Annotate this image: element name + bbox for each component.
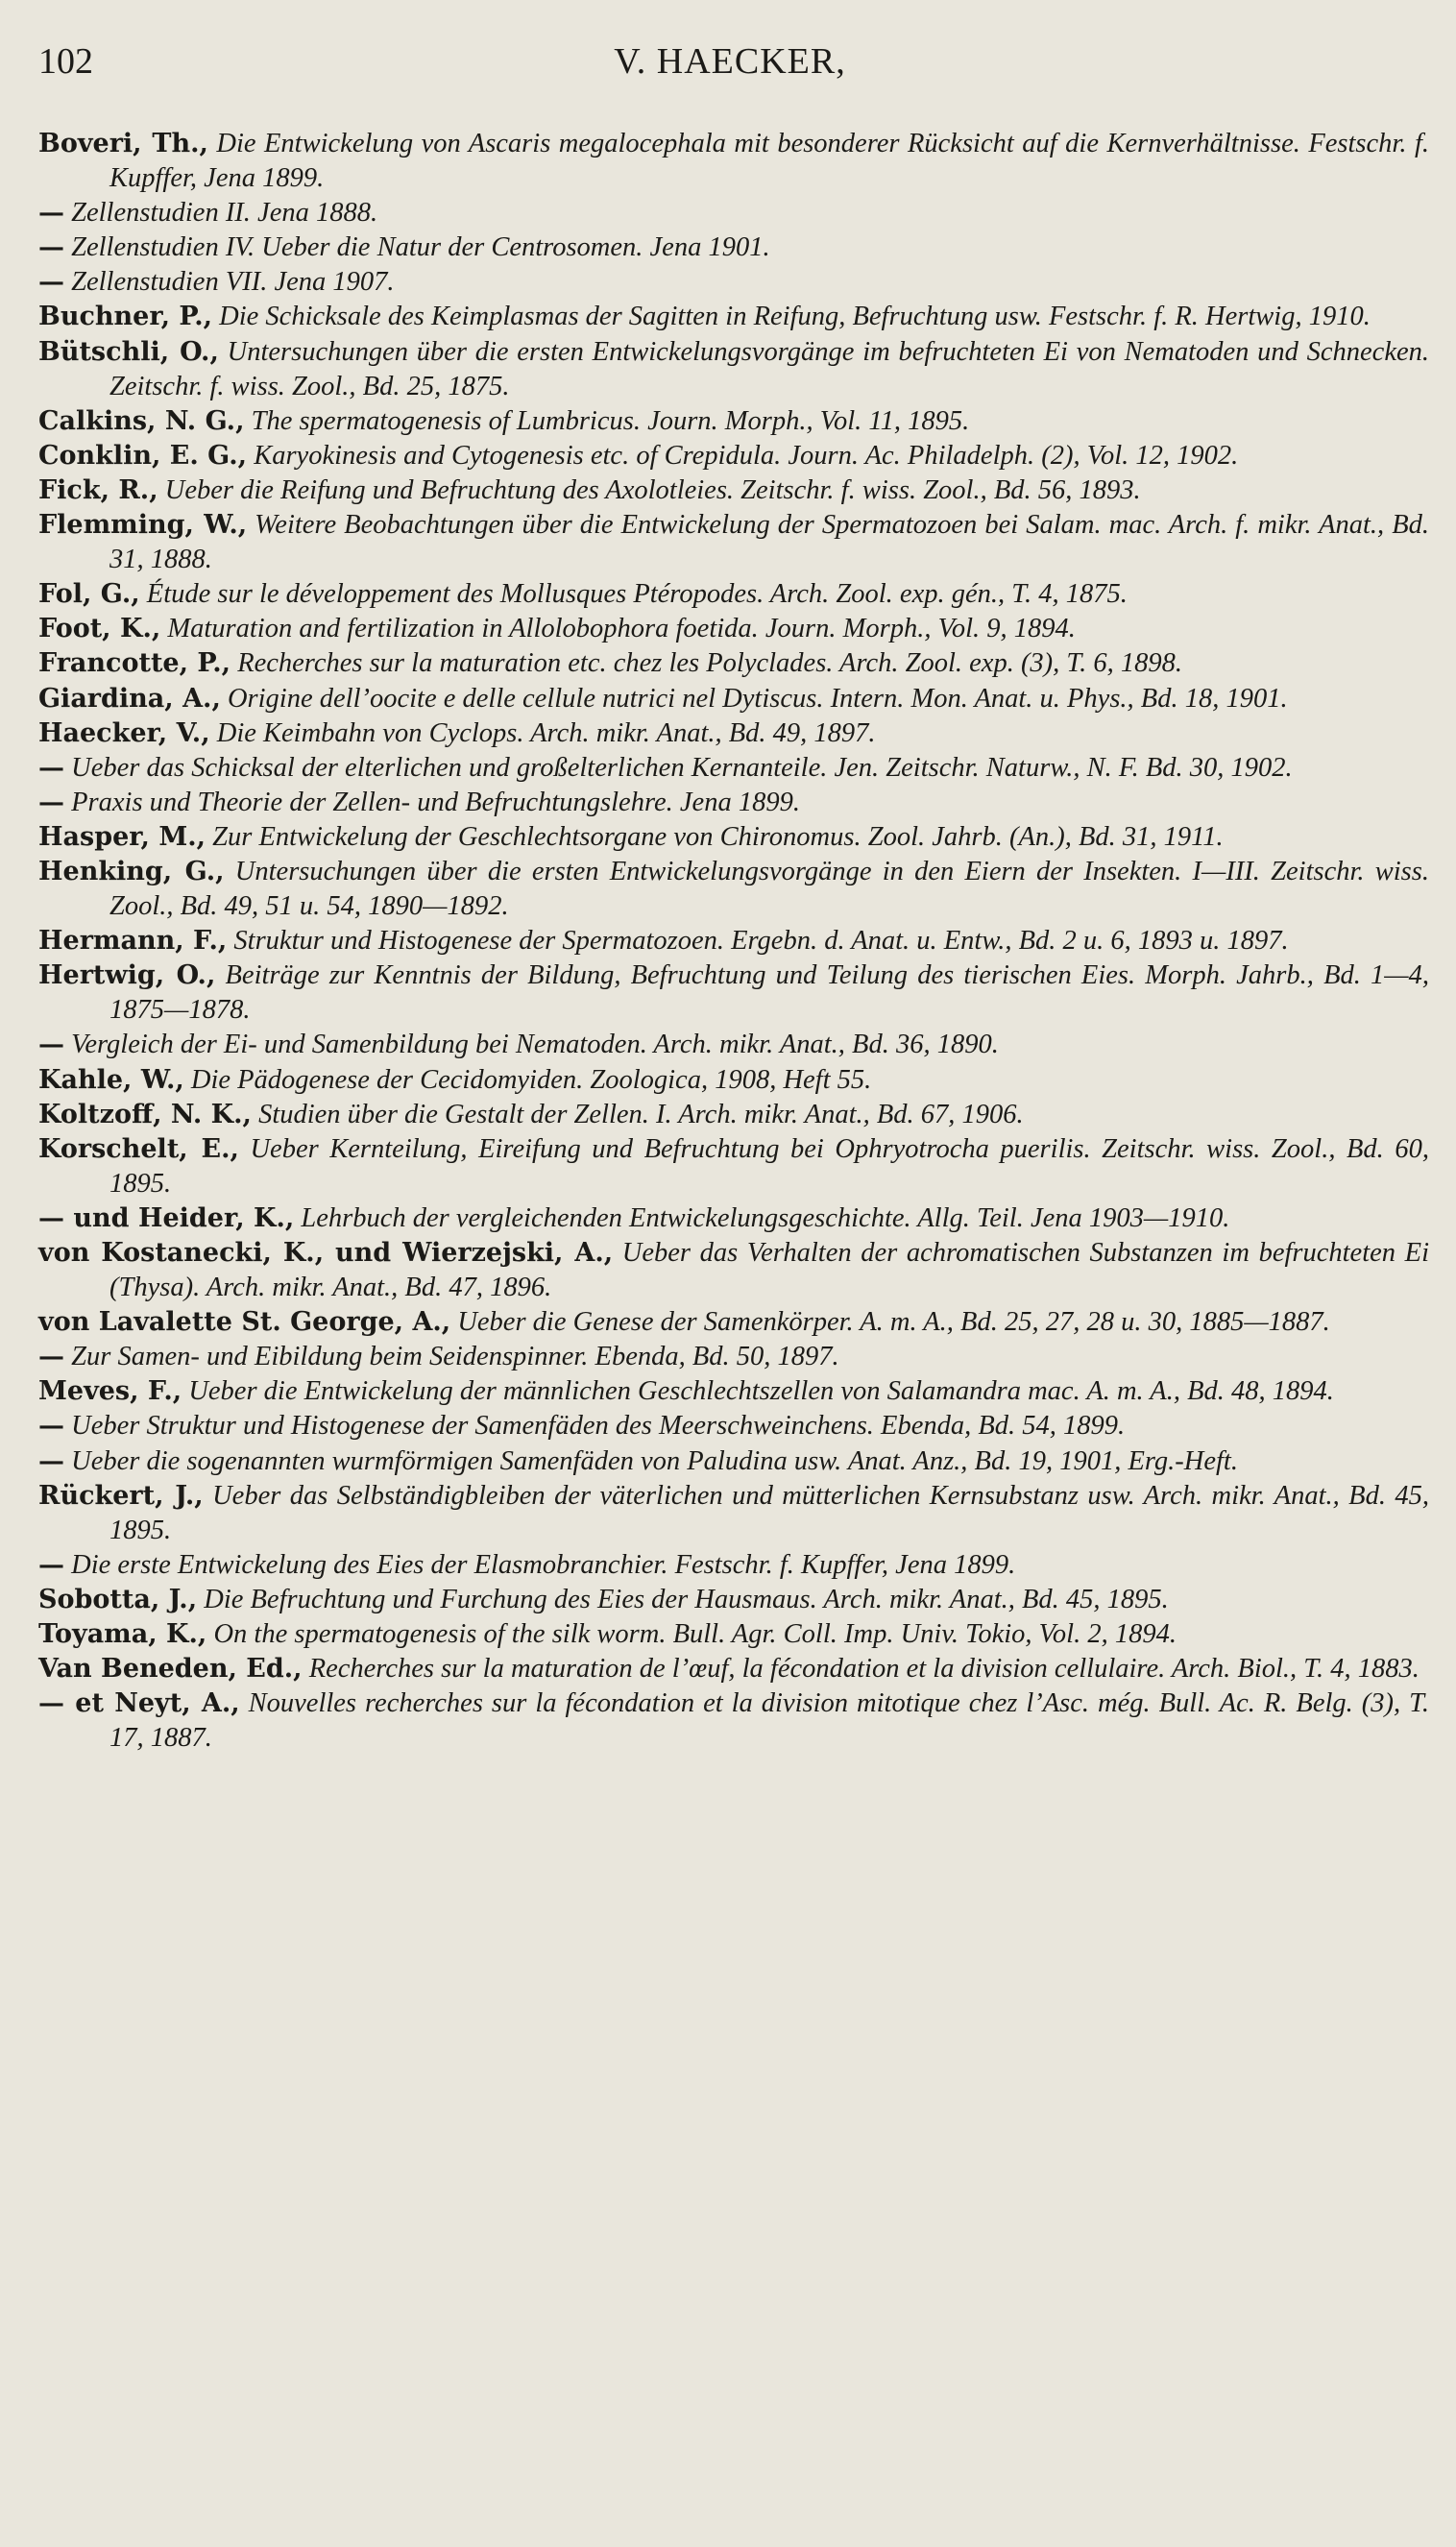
- entry-author: Boveri, Th.,: [38, 129, 208, 158]
- entry-citation: Studien über die Gestalt der Zellen. I. Arch. mikr. Anat., Bd. 67, 1906.: [251, 1099, 1024, 1129]
- entry-author: Bütschli, O.,: [38, 336, 219, 367]
- entry-citation: Die Befruchtung und Furchung des Eies der Hausmaus. Arch. mikr. Anat., Bd. 45, 1895.: [197, 1584, 1169, 1614]
- entry-citation: Die Keimbahn von Cyclops. Arch. mikr. Anat., Bd. 49, 1897.: [209, 717, 876, 748]
- entry-citation: Zur Entwickelung der Geschlechtsorgane von Chironomus. Zool. Jahrb. (An.), Bd. 31, 1911.: [206, 821, 1224, 852]
- entry-author: Foot, K.,: [38, 614, 161, 644]
- entry-citation: Origine dell’oocite e delle cellule nutrici nel Dytiscus. Intern. Mon. Anat. u. Phys., Bd. 18, 1901.: [220, 683, 1288, 714]
- entry-citation: Ueber Kernteilung, Eireifung und Befruchtung bei Ophryotrocha puerilis. Zeitschr. wiss. Zool., Bd. 60, 1895.: [109, 1133, 1429, 1199]
- bibliography-list: [38, 127, 1429, 1756]
- bibliography-entry: [38, 1686, 1429, 1756]
- entry-author: Kahle, W.,: [38, 1064, 184, 1095]
- bibliography-entry: [38, 682, 1429, 716]
- entry-author: Korschelt, E.,: [38, 1133, 239, 1164]
- entry-author: —: [38, 232, 64, 263]
- entry-author: —: [38, 267, 64, 298]
- entry-citation: Zellenstudien II. Jena 1888.: [64, 198, 378, 229]
- entry-author: Van Beneden, Ed.,: [38, 1654, 303, 1685]
- entry-citation: Die erste Entwickelung des Eies der Elasmobranchier. Festschr. f. Kupffer, Jena 1899.: [64, 1549, 1016, 1580]
- entry-author: Hasper, M.,: [38, 821, 206, 852]
- entry-citation: Die Schicksale des Keimplasmas der Sagitten in Reifung, Befruchtung usw. Festschr. f. R. Hertwig, 1910.: [212, 302, 1371, 332]
- entry-citation: Praxis und Theorie der Zellen- und Befruchtungslehre. Jena 1899.: [64, 787, 800, 817]
- entry-author: Henking, G.,: [38, 856, 225, 886]
- entry-author: Toyama, K.,: [38, 1619, 207, 1650]
- bibliography-entry: [38, 127, 1429, 196]
- bibliography-entry: [38, 924, 1429, 958]
- entry-citation: Zellenstudien VII. Jena 1907.: [64, 267, 395, 298]
- bibliography-entry: [38, 265, 1429, 300]
- bibliography-entry: [38, 335, 1429, 404]
- bibliography-entry: [38, 1201, 1429, 1236]
- page-header: [38, 40, 1421, 88]
- bibliography-entry: [38, 1236, 1429, 1305]
- entry-citation: Karyokinesis and Cytogenesis etc. of Crepidula. Journ. Ac. Philadelph. (2), Vol. 12, 1902.: [247, 440, 1239, 471]
- entry-author: Hertwig, O.,: [38, 960, 216, 991]
- entry-author: Koltzoff, N. K.,: [38, 1099, 252, 1129]
- entry-author: —: [38, 1030, 64, 1060]
- entry-author: von Lavalette St. George, A.,: [38, 1307, 451, 1338]
- entry-author: Calkins, N. G.,: [38, 405, 245, 436]
- entry-citation: The spermatogenesis of Lumbricus. Journ. Morph., Vol. 11, 1895.: [244, 405, 970, 436]
- bibliography-entry: [38, 786, 1429, 820]
- bibliography-entry: [38, 751, 1429, 786]
- entry-author: Sobotta, J.,: [38, 1584, 198, 1614]
- bibliography-entry: [38, 1548, 1429, 1583]
- entry-citation: Maturation and fertilization in Allolobophora foetida. Journ. Morph., Vol. 9, 1894.: [160, 614, 1076, 644]
- entry-citation: Ueber die Genese der Samenkörper. A. m. A., Bd. 25, 27, 28 u. 30, 1885—1887.: [450, 1307, 1330, 1338]
- entry-author: —: [38, 1342, 64, 1372]
- entry-citation: Ueber das Selbständigbleiben der väterlichen und mütterlichen Kernsubstanz usw. Arch. mikr. Anat., Bd. 45, 1895.: [109, 1480, 1429, 1545]
- bibliography-entry: [38, 716, 1429, 751]
- bibliography-entry: [38, 958, 1429, 1028]
- entry-author: Hermann, F.,: [38, 926, 228, 957]
- entry-author: Fick, R.,: [38, 474, 158, 505]
- entry-citation: Weitere Beobachtungen über die Entwickelung der Spermatozoen bei Salam. mac. Arch. f. mikr. Anat., Bd. 31, 1888.: [109, 510, 1429, 575]
- bibliography-entry: [38, 1409, 1429, 1443]
- entry-author: Conklin, E. G.,: [38, 440, 248, 471]
- bibliography-entry: [38, 1063, 1429, 1098]
- entry-citation: Recherches sur la maturation de l’œuf, la fécondation et la division cellulaire. Arch. Biol., T. 4, 1883.: [302, 1654, 1420, 1685]
- bibliography-entry: [38, 1340, 1429, 1374]
- entry-citation: Ueber das Schicksal der elterlichen und großelterlichen Kernanteile. Jen. Zeitschr. Naturw., N. F. Bd. 30, 1902.: [64, 752, 1293, 783]
- bibliography-entry: [38, 1098, 1429, 1132]
- entry-citation: Étude sur le développement des Mollusques Ptéropodes. Arch. Zool. exp. gén., T. 4, 1875.: [139, 579, 1128, 610]
- bibliography-entry: [38, 612, 1429, 646]
- bibliography-entry: [38, 1305, 1429, 1340]
- entry-author: —: [38, 752, 64, 783]
- entry-citation: Struktur und Histogenese der Spermatozoen. Ergebn. d. Anat. u. Entw., Bd. 2 u. 6, 1893 u. 1897.: [227, 926, 1289, 957]
- bibliography-entry: [38, 439, 1429, 473]
- entry-citation: Recherches sur la maturation etc. chez les Polyclades. Arch. Zool. exp. (3), T. 6, 1898.: [231, 648, 1183, 679]
- bibliography-entry: [38, 1444, 1429, 1479]
- entry-author: —: [38, 1411, 64, 1442]
- bibliography-entry: [38, 404, 1429, 439]
- entry-author: —: [38, 787, 64, 817]
- entry-citation: Lehrbuch der vergleichenden Entwickelungsgeschichte. Allg. Teil. Jena 1903—1910.: [294, 1202, 1230, 1233]
- entry-citation: Beiträge zur Kenntnis der Bildung, Befruchtung und Teilung des tierischen Eies. Morph. Jahrb., Bd. 1—4, 1875—1878.: [109, 960, 1429, 1026]
- bibliography-entry: [38, 508, 1429, 577]
- running-title: V. HAECKER,: [614, 41, 846, 82]
- entry-author: —: [38, 1549, 64, 1580]
- entry-author: von Kostanecki, K., und Wierzejski, A.,: [38, 1238, 614, 1268]
- entry-author: — und Heider, K.,: [38, 1202, 295, 1233]
- entry-author: Fol, G.,: [38, 579, 140, 610]
- bibliography-entry: [38, 473, 1429, 508]
- entry-citation: Ueber die sogenannten wurmförmigen Samenfäden von Paludina usw. Anat. Anz., Bd. 19, 1901, Erg.-Heft.: [64, 1445, 1238, 1476]
- bibliography-entry: [38, 855, 1429, 924]
- bibliography-entry: [38, 646, 1429, 681]
- entry-citation: Untersuchungen über die ersten Entwickelungsvorgänge in den Eiern der Insekten. I—III. Zeitschr. wiss. Zool., Bd. 49, 51 u. 54, 1890—1892.: [109, 856, 1429, 922]
- bibliography-entry: [38, 1617, 1429, 1652]
- entry-author: —: [38, 198, 64, 229]
- entry-author: Giardina, A.,: [38, 683, 221, 714]
- entry-citation: Untersuchungen über die ersten Entwickelungsvorgänge im befruchteten Ei von Nematoden und Schnecken. Zeitschr. f. wiss. Zool., Bd. 25, 1875.: [109, 336, 1429, 401]
- entry-citation: Nouvelles recherches sur la fécondation et la division mitotique chez l’Asc. még. Bull. Ac. R. Belg. (3), T. 17, 1887.: [109, 1688, 1429, 1754]
- entry-author: Haecker, V.,: [38, 717, 210, 748]
- entry-citation: Zur Samen- und Eibildung beim Seidenspinner. Ebenda, Bd. 50, 1897.: [64, 1342, 839, 1372]
- bibliography-entry: [38, 1583, 1429, 1617]
- entry-citation: Ueber die Entwickelung der männlichen Geschlechtszellen von Salamandra mac. A. m. A., Bd. 48, 1894.: [182, 1376, 1334, 1407]
- bibliography-entry: [38, 1652, 1429, 1686]
- entry-citation: Ueber Struktur und Histogenese der Samenfäden des Meerschweinchens. Ebenda, Bd. 54, 1899.: [64, 1411, 1126, 1442]
- entry-author: Flemming, W.,: [38, 510, 248, 541]
- entry-author: —: [38, 1445, 64, 1476]
- entry-citation: Ueber die Reifung und Befruchtung des Axolotleies. Zeitschr. f. wiss. Zool., Bd. 56, 1893.: [158, 474, 1141, 505]
- bibliography-entry: [38, 1028, 1429, 1062]
- bibliography-entry: [38, 230, 1429, 265]
- entry-author: Francotte, P.,: [38, 648, 231, 679]
- bibliography-entry: [38, 1374, 1429, 1409]
- bibliography-entry: [38, 300, 1429, 334]
- entry-citation: Zellenstudien IV. Ueber die Natur der Centrosomen. Jena 1901.: [64, 232, 770, 263]
- entry-author: Rückert, J.,: [38, 1480, 204, 1511]
- entry-citation: On the spermatogenesis of the silk worm. Bull. Agr. Coll. Imp. Univ. Tokio, Vol. 2, 1894.: [206, 1619, 1177, 1650]
- bibliography-entry: [38, 577, 1429, 612]
- entry-author: — et Neyt, A.,: [38, 1688, 240, 1719]
- bibliography-entry: [38, 1132, 1429, 1201]
- entry-author: Buchner, P.,: [38, 302, 213, 332]
- bibliography-entry: [38, 1479, 1429, 1548]
- entry-author: Meves, F.,: [38, 1376, 182, 1407]
- entry-citation: Die Entwickelung von Ascaris megalocephala mit besonderer Rücksicht auf die Kernverhältnisse. Festschr. f. Kupffer, Jena 1899.: [109, 129, 1429, 194]
- page-number: 102: [38, 41, 93, 82]
- bibliography-entry: [38, 820, 1429, 855]
- entry-citation: Vergleich der Ei- und Samenbildung bei Nematoden. Arch. mikr. Anat., Bd. 36, 1890.: [64, 1030, 999, 1060]
- bibliography-entry: [38, 196, 1429, 230]
- entry-citation: Ueber das Verhalten der achromatischen Substanzen im befruchteten Ei (Thysa). Arch. mikr. Anat., Bd. 47, 1896.: [109, 1238, 1430, 1303]
- entry-citation: Die Pädogenese der Cecidomyiden. Zoologica, 1908, Heft 55.: [183, 1064, 872, 1095]
